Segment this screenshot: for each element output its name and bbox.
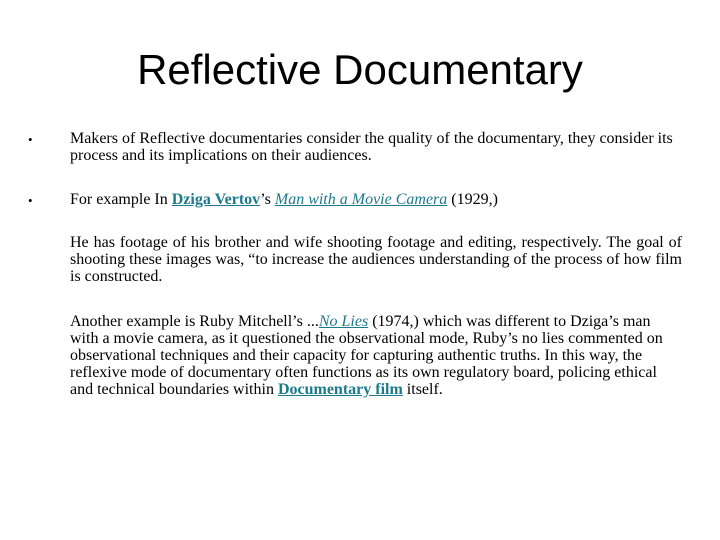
possessive-text: ’s (260, 191, 275, 208)
bullet-marker-2: • (28, 193, 33, 208)
paragraph-ruby-mitchell (70, 313, 682, 398)
ruby-suffix-text: itself. (402, 381, 443, 398)
no-lies-link[interactable]: No Lies (318, 313, 369, 330)
bullet-marker-1: • (28, 132, 33, 147)
slide-title: Reflective Documentary (137, 46, 583, 93)
man-with-a-movie-camera-link[interactable]: Man with a Movie Camera (274, 191, 448, 208)
dziga-vertov-link[interactable]: Dziga Vertov (171, 191, 261, 208)
ruby-prefix-text: Another example is Ruby Mitchell’s ... (70, 313, 319, 330)
year-text: (1929,) (447, 191, 498, 208)
example-prefix-text: For example In (70, 191, 172, 208)
paragraph-reflective-makers: Makers of Reflective documentaries consider the quality of the documentary, they consider its process and its implications on their audiences. (70, 130, 673, 164)
documentary-film-link[interactable]: Documentary film (277, 381, 403, 398)
ruby-body-text: (1974,) which was different to Dziga’s man with a movie camera, as it questioned the observational mode, Ruby’s no lies commented on observational techniques and their capacity for capturing authentic truths. In this way, the reflexive mode of documentary often functions as its own regulatory board, policing ethical and technical boundaries within (70, 313, 663, 398)
paragraph-example-vertov (70, 191, 682, 208)
paragraph-footage-description: He has footage of his brother and wife shooting footage and editing, respectively. The goal of shooting these images was, “to increase the audiences understanding of the process of how film is constructed. (70, 234, 682, 285)
